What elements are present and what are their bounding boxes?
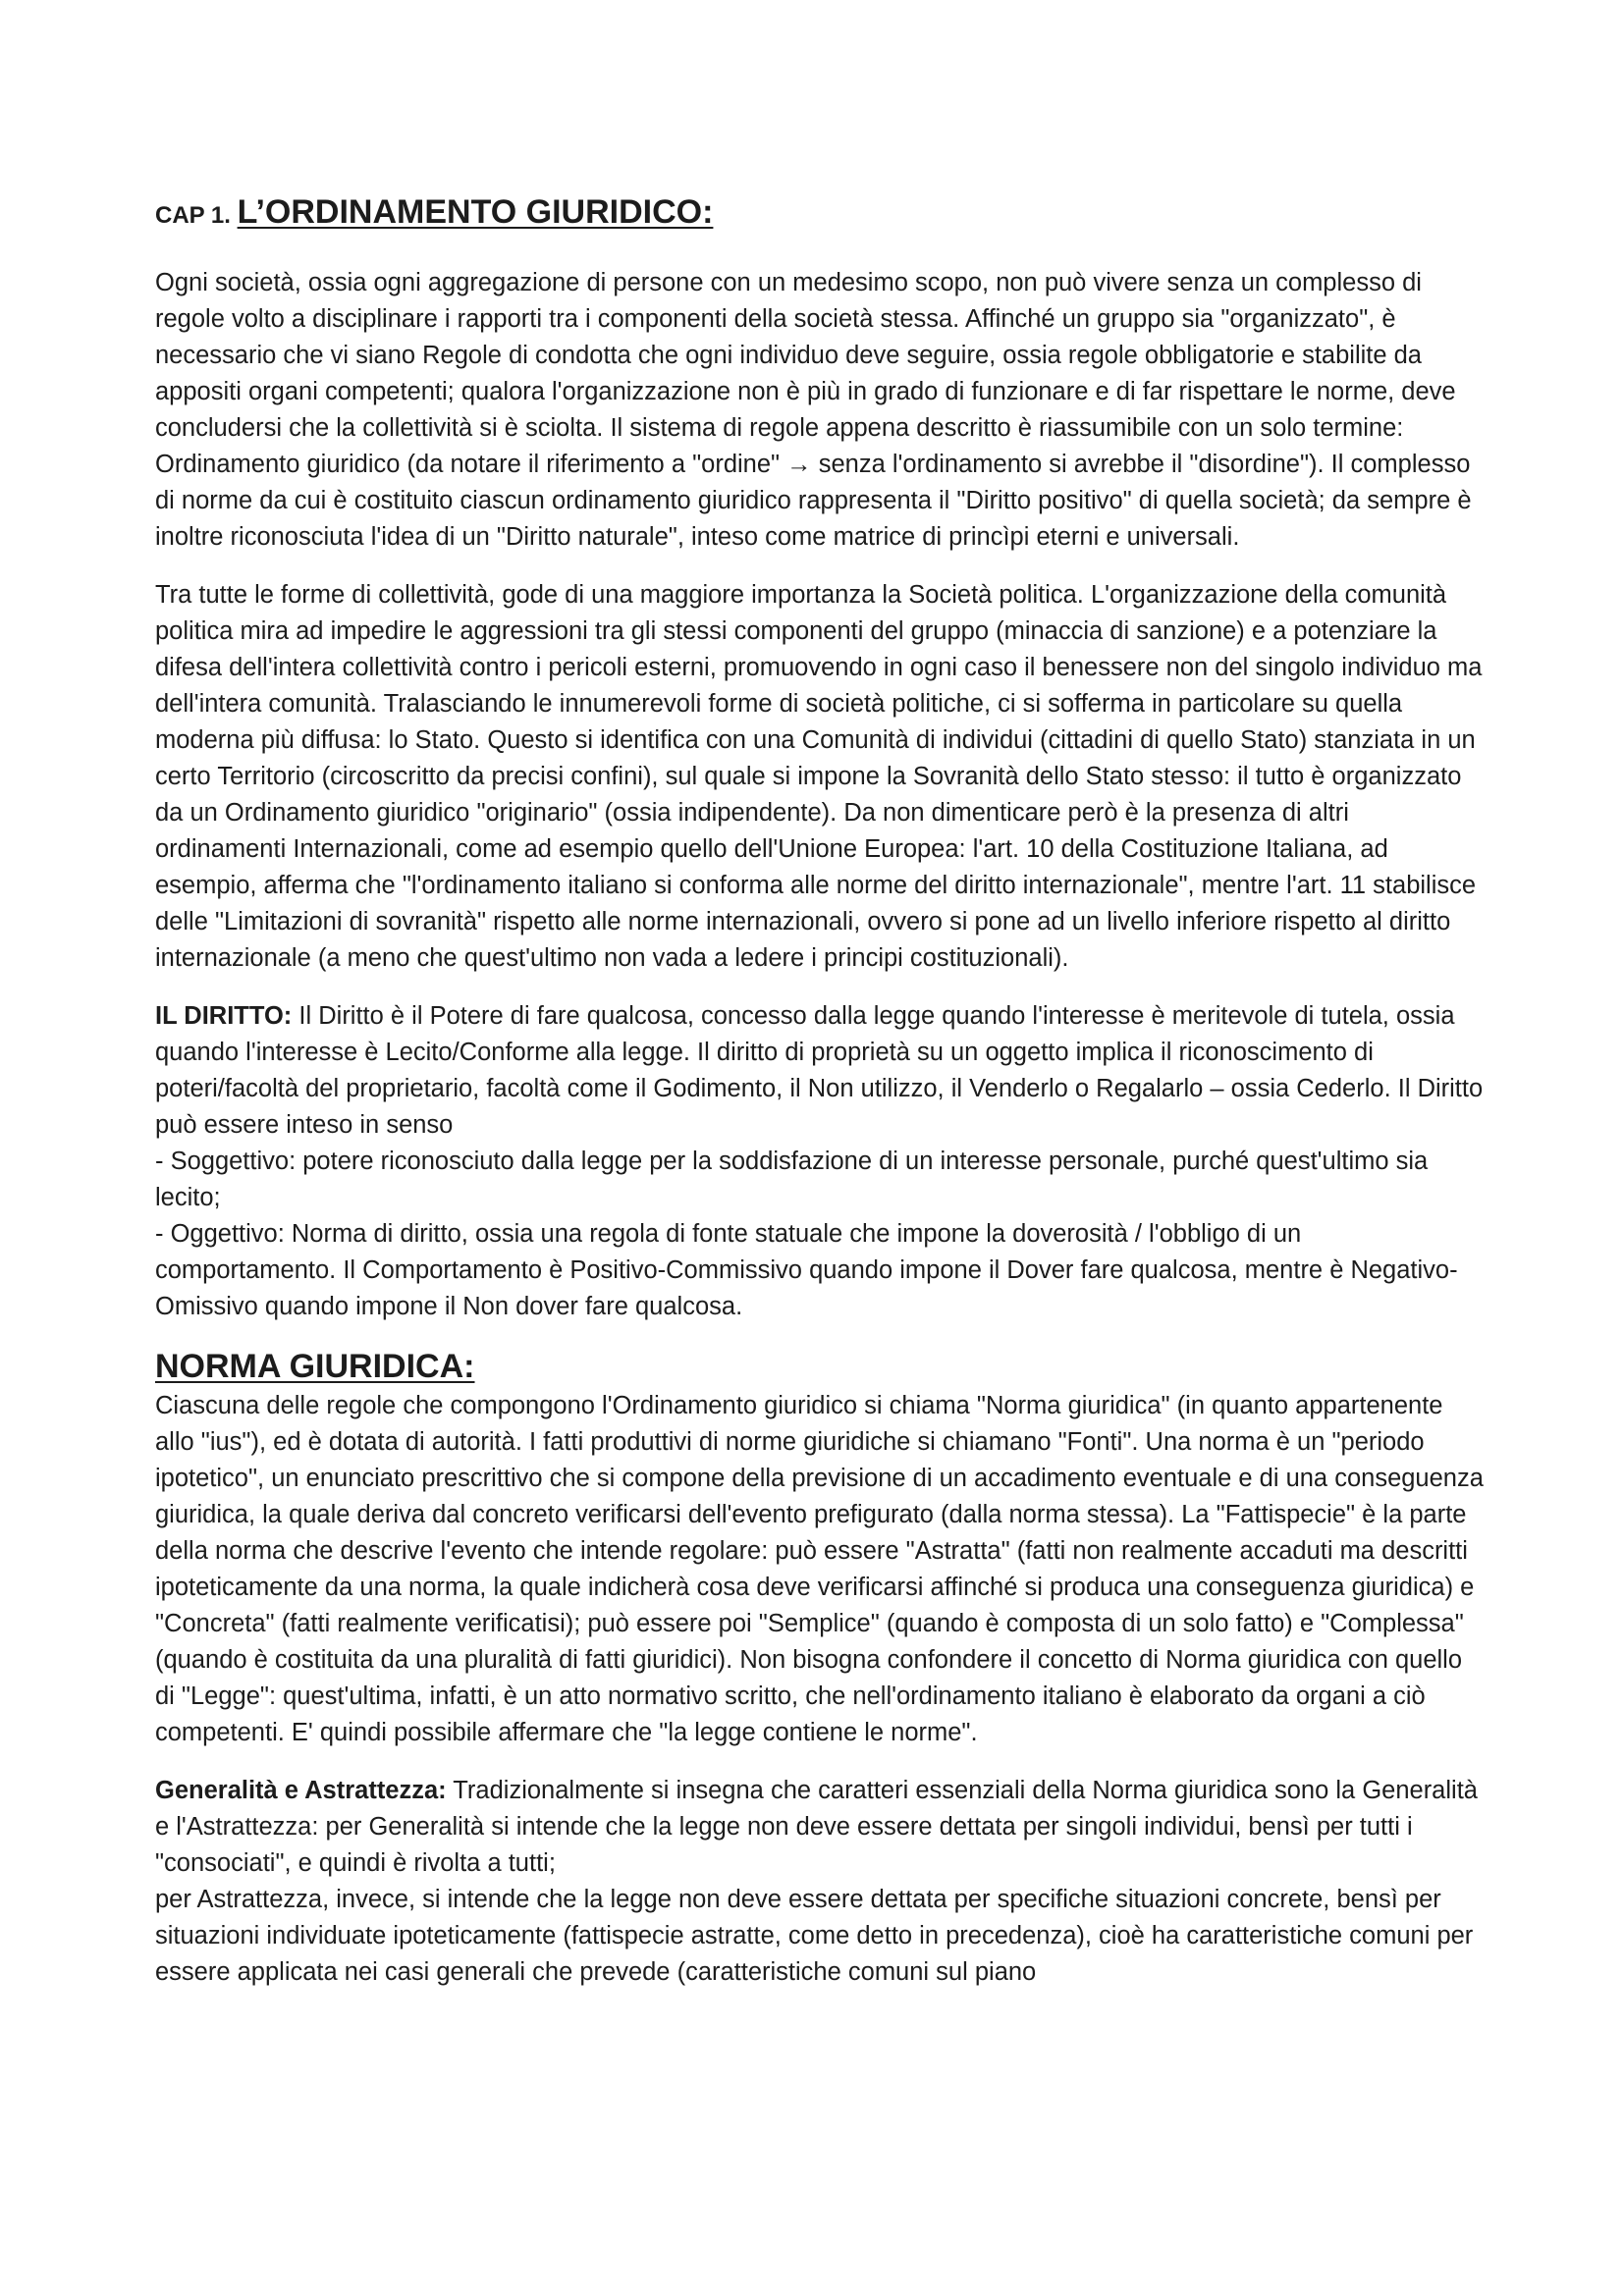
intro-paragraph: Ogni società, ossia ogni aggregazione di persone con un medesimo scopo, non può vivere senza un complesso di regole volto a disciplinare i rapporti tra i componenti della società stessa. Affinché un gruppo sia "organizzato", è necessario che vi siano Regole di condotta che ogni individuo deve seguire, ossia regole obbligatorie e stabilite da appositi organi competenti; qualora l'organizzazione non è più in grado di funzionare e di far rispettare le norme, deve concludersi che la collettività si è sciolta. Il sistema di regole appena descritto è riassumibile con un solo termine: Ordinamento giuridico (da notare il riferimento a "ordine" → senza l'ordinamento si avrebbe il "disordine"). Il complesso di norme da cui è costituito ciascun ordinamento giuridico rappresenta il "Diritto positivo" di quella società; da sempre è inoltre riconosciuta l'idea di un "Diritto naturale", inteso come matrice di princìpi eterni e universali. <box>155 269 1472 551</box>
generalita-paragraph <box>155 1773 1486 1882</box>
societa-politica-paragraph: Tra tutte le forme di collettività, gode di una maggiore importanza la Società politica. L'organizzazione della comunità politica mira ad impedire le aggressioni tra gli stessi componenti del gruppo (minaccia di sanzione) e a potenziare la difesa dell'intera collettività contro i pericoli esterni, promuovendo in ogni caso il benessere non del singolo individuo ma dell'intera comunità. Tralasciando le innumerevoli forme di società politiche, ci si sofferma in particolare su quella moderna più diffusa: lo Stato. Questo si identifica con una Comunità di individui (cittadini di quello Stato) stanziata in un certo Territorio (circoscritto da precisi confini), sul quale si impone la Sovranità dello Stato stesso: il tutto è organizzato da un Ordinamento giuridico "originario" (ossia indipendente). Da non dimenticare però è la presenza di altri ordinamenti Internazionali, come ad esempio quello dell'Unione Europea: l'art. 10 della Costituzione Italiana, ad esempio, afferma che "l'ordinamento italiano si conforma alle norme del diritto internazionale", mentre l'art. 11 stabilisce delle "Limitazioni di sovranità" rispetto alle norme internazionali, ovvero si pone ad un livello inferiore rispetto al diritto internazionale (a meno che quest'ultimo non vada a ledere i principi costituzionali). <box>155 581 1483 972</box>
diritto-paragraph <box>155 998 1486 1144</box>
diritto-oggettivo-item: - Oggettivo: Norma di diritto, ossia una regola di fonte statuale che impone la doverosità / l'obbligo di un comportamento. Il Comportamento è Positivo-Commissivo quando impone il Dover fare qualcosa, mentre è Negativo-Omissivo quando impone il Non dover fare qualcosa. <box>155 1220 1458 1320</box>
chapter-label: CAP 1. <box>155 202 238 229</box>
generalita-heading: Generalità e Astrattezza: <box>155 1777 447 1804</box>
diritto-soggettivo-item: - Soggettivo: potere riconosciuto dalla legge per la soddisfazione di un interesse personale, purché quest'ultimo sia lecito; <box>155 1148 1429 1211</box>
astrattezza-paragraph: per Astrattezza, invece, si intende che la legge non deve essere dettata per specifiche situazioni concrete, bensì per situazioni individuate ipoteticamente (fattispecie astratte, come detto in precedenza), cioè ha caratteristiche comuni per essere applicata nei casi generali che prevede (caratteristiche comuni sul piano <box>155 1886 1474 1986</box>
diritto-text: Il Diritto è il Potere di fare qualcosa, concesso dalla legge quando l'interesse è meritevole di tutela, ossia quando l'interesse è Lecito/Conforme alla legge. Il diritto di proprietà su un oggetto implica il riconoscimento di poteri/facoltà del proprietario, facoltà come il Godimento, il Non utilizzo, il Venderlo o Regalarlo – ossia Cederlo. Il Diritto può essere inteso in senso <box>155 1002 1484 1139</box>
generalita-text: Tradizionalmente si insegna che caratteri essenziali della Norma giuridica sono la Generalità e l'Astrattezza: per Generalità si intende che la legge non deve essere dettata per singoli individui, bensì per tutti i "consociati", e quindi è rivolta a tutti; <box>155 1777 1478 1877</box>
document-page <box>155 192 1486 1991</box>
norma-giuridica-heading: NORMA GIURIDICA: <box>155 1348 475 1385</box>
norma-giuridica-paragraph: Ciascuna delle regole che compongono l'Ordinamento giuridico si chiama "Norma giuridica" (in quanto appartenente allo "ius"), ed è dotata di autorità. I fatti produttivi di norme giuridiche si chiamano "Fonti". Una norma è un "periodo ipotetico", un enunciato prescrittivo che si compone della previsione di un accadimento eventuale e di una conseguenza giuridica, la quale deriva dal concreto verificarsi dell'evento prefigurato (dalla norma stessa). La "Fattispecie" è la parte della norma che descrive l'evento che intende regolare: può essere "Astratta" (fatti non realmente accaduti ma descritti ipoteticamente da una norma, la quale indicherà cosa deve verificarsi affinché si produca una conseguenza giuridica) e "Concreta" (fatti realmente verificatisi); può essere poi "Semplice" (quando è composta di un solo fatto) e "Complessa" (quando è costituita da una pluralità di fatti giuridici). Non bisogna confondere il concetto di Norma giuridica con quello di "Legge": quest'ultima, infatti, è un atto normativo scritto, che nell'ordinamento italiano è elaborato da organi a ciò competenti. E' quindi possibile affermare che "la legge contiene le norme". <box>155 1392 1484 1746</box>
chapter-title: L’ORDINAMENTO GIURIDICO: <box>237 193 714 231</box>
diritto-heading: IL DIRITTO: <box>155 1002 293 1030</box>
chapter-heading <box>155 192 1486 236</box>
